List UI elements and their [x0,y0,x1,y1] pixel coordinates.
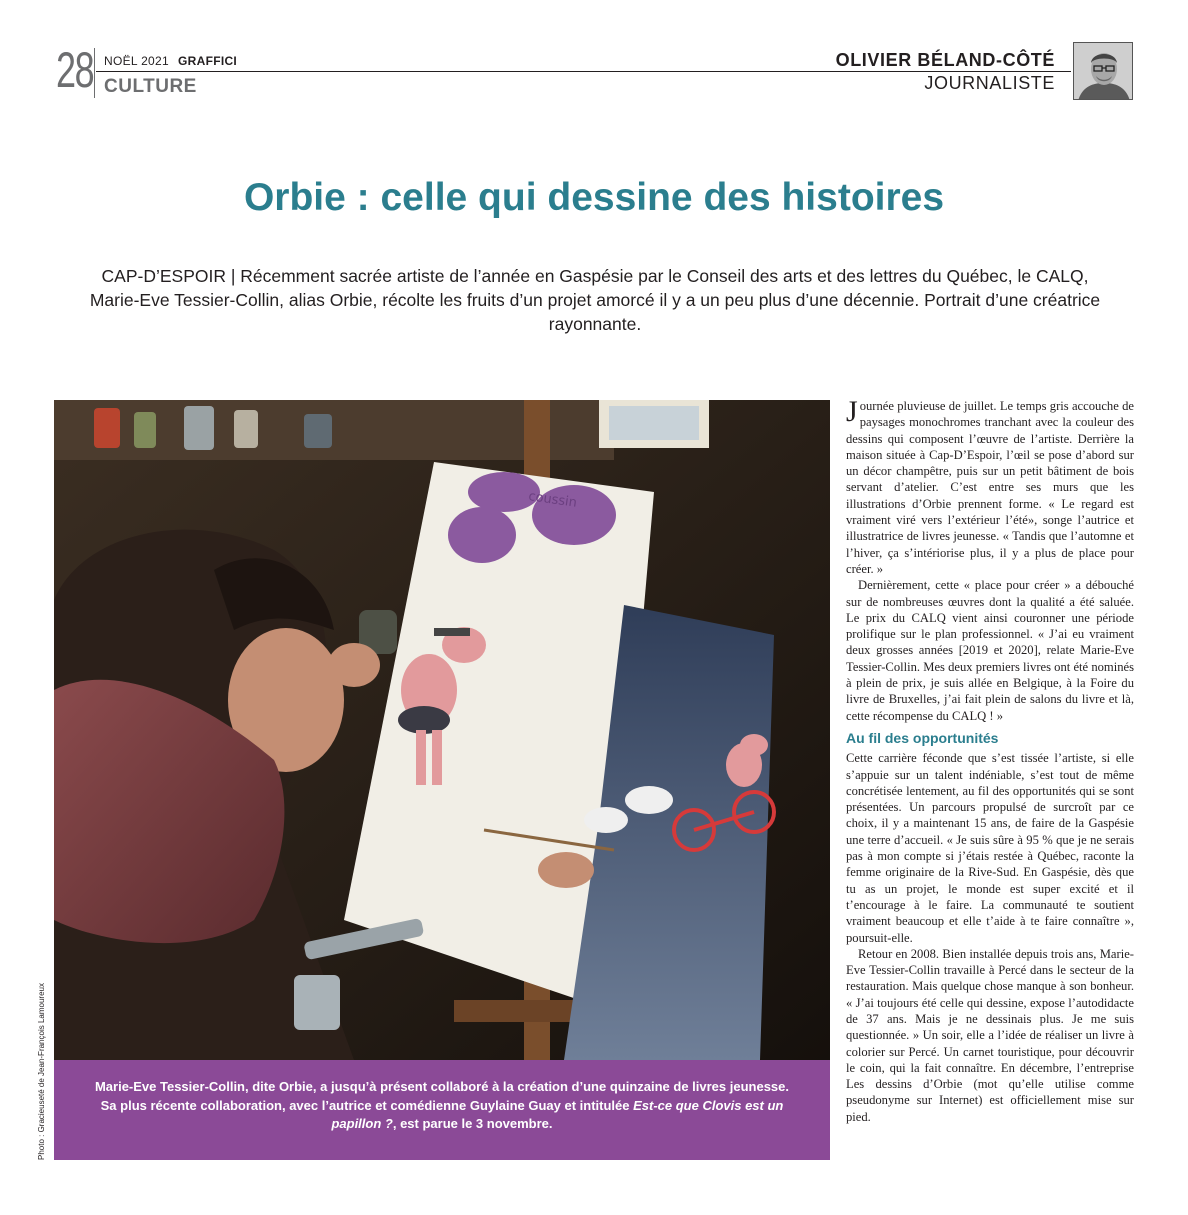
issue-label: NOËL 2021 [104,54,169,68]
header-divider-vertical [94,48,95,98]
author-role: JOURNALISTE [924,73,1055,93]
publication-name: GRAFFICI [178,54,238,68]
body-paragraph-1 [846,395,1134,577]
author-name: OLIVIER BÉLAND-CÔTÉ [835,50,1055,70]
body-paragraph-4: Retour en 2008. Bien installée depuis trois ans, Marie-Eve Tessier-Collin travaille à Percé dans le secteur de la restauration. Mais quelque chose manque à son bonheur. « J’ai toujours été celle qui dessine, expose l’autodidacte de 37 ans. Mais je ne dessinais plus. Je me suis questionnée. » Un soir, elle a l’idée de réaliser un livre à colorier sur Percé. Un carnet touristique, pour découvrir le coin, qui la fait connaître. En décembre, l’entreprise Les dessins d’Orbie (mot qu’elle utilise comme pseudonyme sur Internet) est officiellement mise sur pied. [846,946,1134,1124]
drop-cap: J [846,395,858,428]
header-rule [96,71,1071,72]
subhead: Au fil des opportunités [846,729,999,746]
body-paragraph-2: Dernièrement, cette « place pour créer » a débouché sur de nombreuses œuvres dont la qualité a été saluée. Le prix du CALQ vient ainsi couronner une période prolifique sur le plan professionnel. « J’ai eu vraiment deux grosses années [2019 et 2020], relate Marie-Eve Tessier-Collin. Mes deux premiers livres ont été nominés à plein de prix, je suis allée en Belgique, à la Foire du livre de Bruxelles, j’ai fait plein de salons du livre et là, cette récompense du CALQ ! » [846,578,1134,723]
painted-word: coussin [527,489,578,511]
section-label: CULTURE [104,76,197,97]
caption-book-title: Est-ce que Clovis est un papillon ? [331,1097,784,1131]
article-body [846,395,1134,1125]
page-number: 28 [56,42,94,98]
caption-text-1: Marie-Eve Tessier-Collin, dite Orbie, a jusqu’à présent collaboré à la création d’une quinzaine de livres jeunesse. Sa plus récente collaboration, avec l’autrice et comédienne Guylaine Guay et intitulée [94,1079,790,1113]
photo-credit: Photo : Gracieuseté de Jean-François Lamoureux [37,983,46,1160]
photo-caption [54,1060,830,1160]
body-paragraph-1-text: ournée pluvieuse de juillet. Le temps gris accouche de paysages monochromes tranchant avec la couleur des dessins qui composent l’œuvre de l’artiste. Derrière la maison située à Cap-D’Espoir, l’œil se pose d’abord sur un décor champêtre, puis sur un petit bâtiment de bois servant d’atelier. C’est entre ses murs que les illustrations d’Orbie prennent forme. « Le regard est vraiment viré vers l’extérieur l’été», songe l’autrice et illustratrice de livres jeunesse. « Tandis que l’automne et l’hiver, ça s’intériorise plus, il y a plus de place pour créer. » [846,399,1134,576]
caption-text-2: , est parue le 3 novembre. [392,1116,553,1131]
article-photo [54,400,830,1060]
body-paragraph-3: Cette carrière féconde que s’est tissée l’artiste, si elle s’appuie sur un talent indéniable, s’est tout de même concrétisée lentement, au fil des opportunités qui se sont présentées. Un parcours propulsé de surcroît par ce choix, il y a maintenant 15 ans, de faire de la Gaspésie une terre d’accueil. « Je suis sûre à 95 % que je ne serais pas à mon compte si j’étais restée à Québec, raconte la femme originaire de la Rive-Sud. En Gaspésie, dès que tu as un projet, le monde est super excité et il t’encourage à le faire. La communauté te soutient vraiment beaucoup et elle t’aide à te faire connaître », poursuit-elle. [846,751,1134,945]
author-photo [1073,42,1133,100]
article-lede: CAP-D’ESPOIR | Récemment sacrée artiste de l’année en Gaspésie par le Conseil des arts et des lettres du Québec, le CALQ, Marie-Eve Tessier-Collin, alias Orbie, récolte les fruits d’un projet amorcé il y a un peu plus d’une décennie. Portrait d’une créatrice rayonnante. [89,266,1101,334]
article-title: Orbie : celle qui dessine des histoires [243,176,945,219]
